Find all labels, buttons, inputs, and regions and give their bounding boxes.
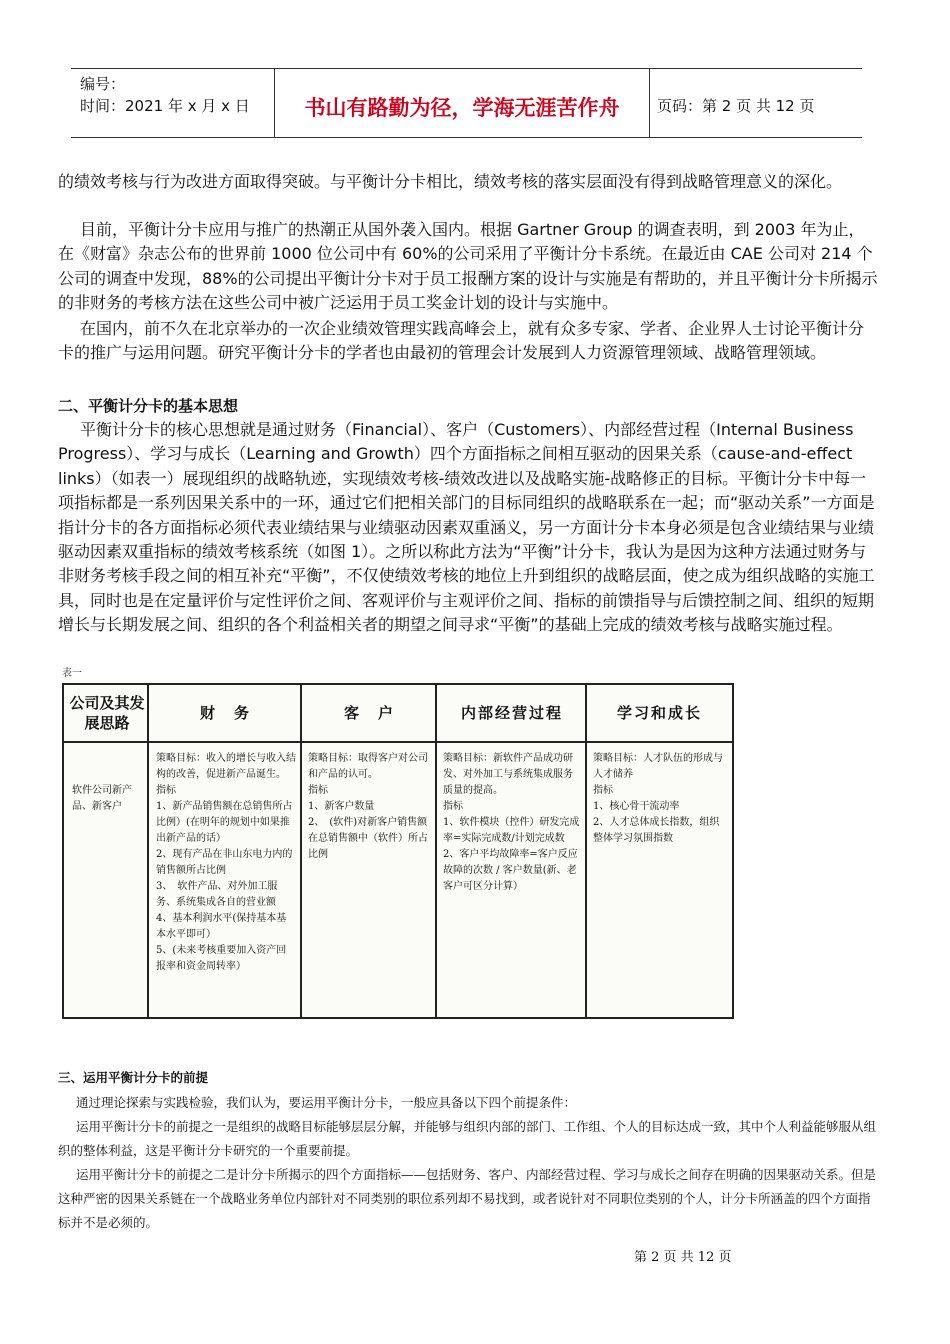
table-caption: 表一 xyxy=(62,668,82,679)
header-motto: 书山有路勤为径，学海无涯苦作舟 xyxy=(304,95,620,120)
paragraph-3: 在国内，前不久在北京举办的一次企业绩效管理实践高峰会上，就有众多专家、学者、企业界人士讨论平衡计分卡的推广与运用问题。研究平衡计分卡的学者也由最初的管理会计发展到人力资源管理领域、战略管理领域。 xyxy=(58,319,865,363)
section-3-paragraph-1: 通过理论探索与实践检验，我们认为，要运用平衡计分卡，一般应具备以下四个前提条件： xyxy=(76,1095,577,1110)
section-3-paragraph-3: 运用平衡计分卡的前提之二是计分卡所揭示的四个方面指标——包括财务、客户、内部经营过程、学习与成长之间存在明确的因果驱动关系。但是这种严密的因果关系链在一个战略业务单位内部针对不同类别的职位系列却不易找到，或者说针对不同职位类别的个人，计分卡所涵盖的四个方面指标并不是必须的。 xyxy=(58,1167,877,1230)
table-cell-learning: 策略目标：人才队伍的形成与人才储养 指标 1、核心骨干流动率 2、人才总体成长指数，组织整体学习氛围指数 xyxy=(593,753,723,844)
doc-number-label: 编号： xyxy=(80,75,126,93)
table-row-label: 软件公司新产品、新客户 xyxy=(72,785,132,812)
paragraph-1: 的绩效考核与行为改进方面取得突破。与平衡计分卡相比，绩效考核的落实层面没有得到战略管理意义的深化。 xyxy=(58,172,843,191)
page-header xyxy=(71,68,862,138)
header-motto-cell xyxy=(275,69,650,137)
table-cell-finance: 策略目标：收入的增长与收入结构的改善，促进新产品诞生。 指标 1、新产品销售额在总销售所占比例）(在明年的规划中如果推出新产品的话） 2、现有产品在非山东电力内的销售额所占比例 3、 软件产品、对外加工服务、系统集成各自的营业额 4、基本利润水平(保持基本基本水平即可） 5、(未来考核重要加入资产回报率和资金周转率） xyxy=(156,753,296,972)
table-cell-internal: 策略目标：新软件产品成功研发、对外加工与系统集成服务质量的提高。 指标 1、软件模块（控件）研发完成率=实际完成数/计划完成数 2、客户平均故障率=客户反应故障的次数 / 客户数量(新、老客户可区分计算） xyxy=(443,753,580,892)
page-footer: 第 2 页 共 12 页 xyxy=(634,1250,732,1265)
header-page-number: 页码：第 2 页 共 12 页 xyxy=(657,97,815,115)
table-header-cell: 客 户 xyxy=(343,704,395,722)
header-meta-cell xyxy=(71,69,275,137)
table-header-cell: 学习和成长 xyxy=(616,704,702,722)
paragraph-2: 目前，平衡计分卡应用与推广的热潮正从国外袭入国内。根据 Gartner Group 的调查表明，到 2003 年为止，在《财富》杂志公布的世界前 1000 位公司中有 60%的公司采用了平衡计分卡系统。在最近由 CAE 公司对 214 个公司的调查中发现，88%的公司提出平衡计分卡对于员工报酬方案的设计与实施是有帮助的，并且平衡计分卡所揭示的非财务的考核方法在这些公司中被广泛运用于员工奖金计划的设计与实施中。 xyxy=(58,220,878,313)
table-header-cell: 财 务 xyxy=(199,704,251,722)
paragraph-4: 平衡计分卡的核心思想就是通过财务（Financial）、客户（Customers）、内部经营过程（Internal Business Progress）、学习与成长（Learning and Growth）四个方面指标之间相互驱动的因果关系（cause-and-effect links）（如表一）展现组织的战略轨迹，实现绩效考核-绩效改进以及战略实施-战略修正的目标。平衡计分卡中每一项指标都是一系列因果关系中的一环，通过它们把相关部门的目标同组织的战略联系在一起；而“驱动关系”一方面是指计分卡的各方面指标必须代表业绩结果与业绩驱动因素双重涵义，另一方面计分卡本身必须是包含业绩结果与业绩驱动因素双重指标的绩效考核系统（如图 1）。之所以称此方法为“平衡”计分卡，我认为是因为这种方法通过财务与非财务考核手段之间的相互补充“平衡”，不仅使绩效考核的地位上升到组织的战略层面，使之成为组织战略的实施工具，同时也是在定量评价与定性评价之间、客观评价与主观评价之间、指标的前馈指导与后馈控制之间、组织的短期增长与长期发展之间、组织的各个利益相关者的期望之间寻求“平衡”的基础上完成的绩效考核与战略实施过程。 xyxy=(58,420,875,635)
doc-date-label: 时间：2021 年 x 月 x 日 xyxy=(80,97,250,115)
table-header-cell: 公司及其发展思路 xyxy=(69,694,145,732)
section-3-heading: 三、运用平衡计分卡的前提 xyxy=(58,1070,209,1085)
strategy-table xyxy=(62,683,734,1019)
section-2-heading: 二、平衡计分卡的基本思想 xyxy=(58,397,239,415)
table-cell-customer: 策略目标：取得客户对公司和产品的认可。 指标 1、新客户数量 2、 (软件)对新客户销售额在总销售额中（软件）所占比例 xyxy=(308,753,428,860)
section-3-paragraph-2: 运用平衡计分卡的前提之一是组织的战略目标能够层层分解，并能够与组织内部的部门、工作组、个人的目标达成一致，其中个人利益能够服从组织的整体利益，这是平衡计分卡研究的一个重要前提。 xyxy=(58,1119,877,1158)
table-header-cell: 内部经营过程 xyxy=(460,704,563,722)
header-page-cell xyxy=(650,69,862,137)
